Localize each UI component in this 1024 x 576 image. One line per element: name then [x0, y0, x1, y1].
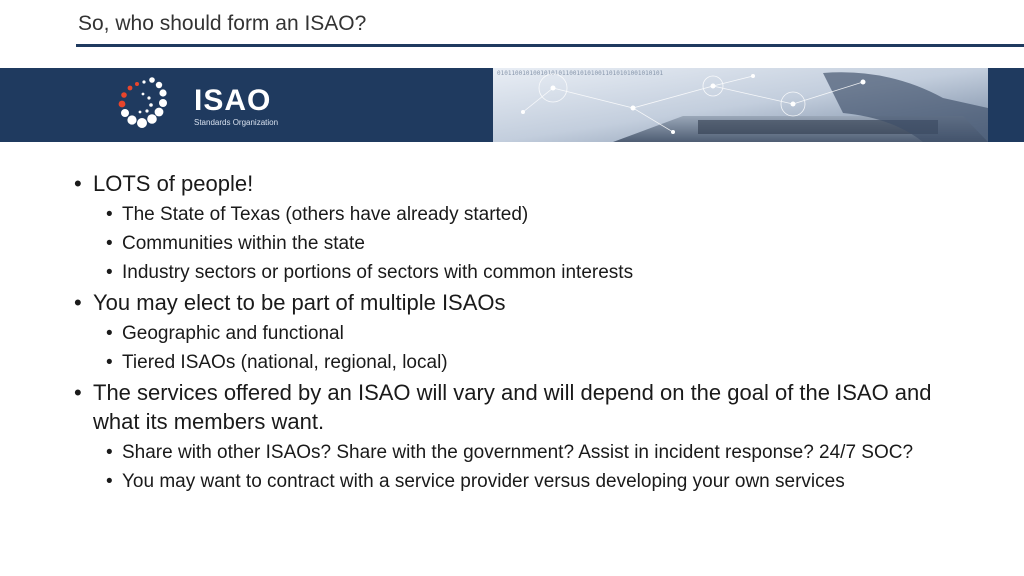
logo-wordmark: ISAO — [194, 84, 272, 117]
logo-subtitle: Standards Organization — [194, 118, 279, 127]
title-divider — [76, 44, 1024, 47]
sub-bullet-text: Share with other ISAOs? Share with the government? Assist in incident response? 24/7 SOC? — [122, 442, 914, 463]
sub-bullet-item — [74, 231, 974, 256]
bullet-list — [74, 166, 974, 494]
sub-bullet-text: You may want to contract with a service provider versus developing your own services — [122, 471, 845, 492]
sub-bullet-text: Industry sectors or portions of sectors with common interests — [122, 262, 634, 283]
bullet-dot-icon: • — [106, 233, 113, 254]
sub-bullet-text: Tiered ISAOs (national, regional, local) — [122, 352, 448, 373]
slide-title: So, who should form an ISAO? — [78, 12, 367, 35]
bullet-text: The services offered by an ISAO will vary and will depend on the goal of the ISAO and what its members want. — [93, 380, 932, 434]
bullet-dot-icon: • — [106, 352, 113, 373]
sub-bullet-item — [74, 440, 974, 465]
sub-bullet-item — [74, 260, 974, 285]
bullet-dot-icon: • — [106, 204, 113, 225]
bullet-dot-icon: • — [106, 442, 113, 463]
bullet-dot-icon: • — [106, 262, 113, 283]
sub-bullet-text: The State of Texas (others have already started) — [122, 204, 529, 225]
bullet-dot-icon: • — [74, 290, 82, 315]
sub-bullet-item — [74, 321, 974, 346]
bullet-dot-icon: • — [74, 380, 82, 405]
bullet-item — [74, 169, 974, 198]
bullet-dot-icon: • — [106, 323, 113, 344]
bullet-dot-icon: • — [106, 471, 113, 492]
svg-text:010110010100101010110010101001: 0101100101001010101100101010011010101001010101 — [497, 70, 664, 77]
sub-bullet-text: Communities within the state — [122, 233, 365, 254]
bullet-text: LOTS of people! — [93, 171, 254, 196]
network-laptop-photo-icon — [493, 68, 988, 142]
bullet-item — [74, 378, 974, 436]
sub-bullet-text: Geographic and functional — [122, 323, 344, 344]
bullet-text: You may elect to be part of multiple ISAOs — [93, 290, 506, 315]
sub-bullet-item — [74, 350, 974, 375]
sub-bullet-item — [74, 202, 974, 227]
bullet-item — [74, 288, 974, 317]
sub-bullet-item — [74, 469, 974, 494]
bullet-dot-icon: • — [74, 171, 82, 196]
